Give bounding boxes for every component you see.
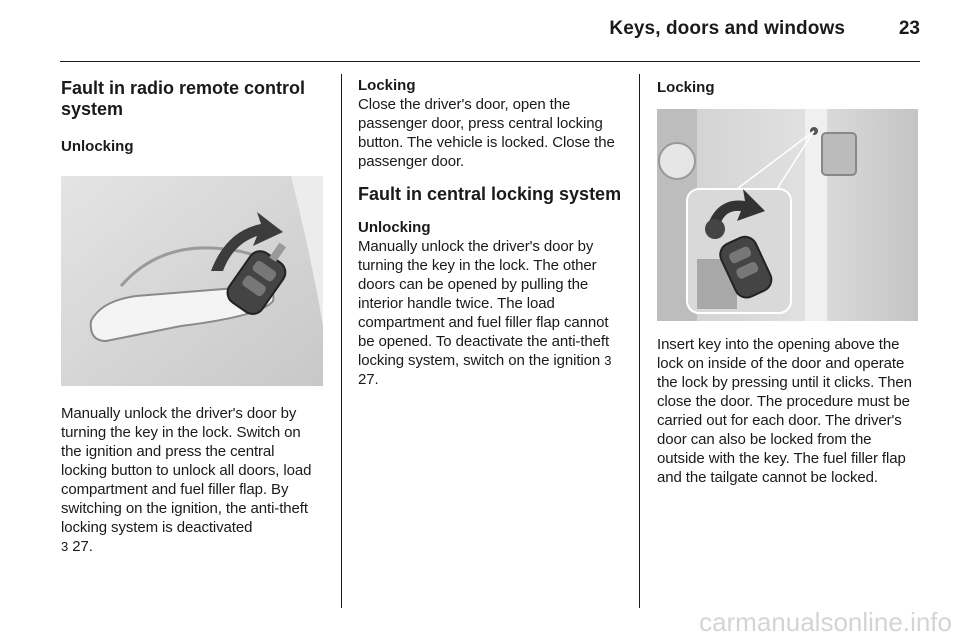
subheading-locking: Locking	[358, 77, 416, 94]
watermark: carmanualsonline.info	[699, 607, 952, 637]
column-1	[61, 74, 323, 556]
column-divider-2	[639, 74, 640, 608]
body-text-unlocking: Manually unlock the driver's door by turning the key in the lock. Switch on the ignition and press the central locking button to unlock all doors, load compartment and fuel filler flap. By switching on the ignition, the anti-theft locking system is deactivated 3 27.	[61, 405, 312, 555]
header-divider	[60, 61, 920, 62]
column-3	[657, 74, 921, 487]
page-header-title: Keys, doors and windows	[609, 18, 845, 39]
body-text-locking: Close the driver's door, open the passenger door, press central locking button. The vehicle is locked. Close the passenger door.	[358, 96, 615, 170]
body-text-locking-door: Insert key into the opening above the lock on inside of the door and operate the lock by pressing until it clicks. Then close the door. The procedure must be carried out for each door. The driver's door can also be locked from the outside with the key. The fuel filler flap and the tailgate cannot be locked.	[657, 336, 912, 486]
section-heading-radio-remote: Fault in radio remote control system	[61, 78, 306, 119]
page-ref-number: 27.	[358, 371, 379, 388]
subheading-unlocking-central: Unlocking	[358, 219, 431, 236]
door-lock-illustration	[657, 109, 918, 321]
figure-door-lock-key	[657, 109, 918, 321]
page-ref-icon: 3	[604, 353, 612, 368]
figure-door-handle-key	[61, 176, 323, 386]
page-ref-number: 27.	[72, 538, 93, 555]
body-text-unlocking-central: Manually unlock the driver's door by turning the key in the lock. The other doors can be opened by pulling the interior handle twice. The load compartment and fuel filler flap cannot be opened. To deactivate the anti-theft locking system, switch on the ignition 3 27.	[358, 238, 612, 388]
subheading-locking-door: Locking	[657, 79, 715, 96]
section-heading-central-locking: Fault in central locking system	[358, 184, 622, 204]
column-2	[358, 74, 623, 389]
column-divider-1	[341, 74, 342, 608]
subheading-unlocking: Unlocking	[61, 138, 134, 155]
page-ref-icon: 3	[61, 539, 69, 554]
door-handle-illustration	[61, 176, 323, 386]
page-number: 23	[898, 18, 920, 39]
